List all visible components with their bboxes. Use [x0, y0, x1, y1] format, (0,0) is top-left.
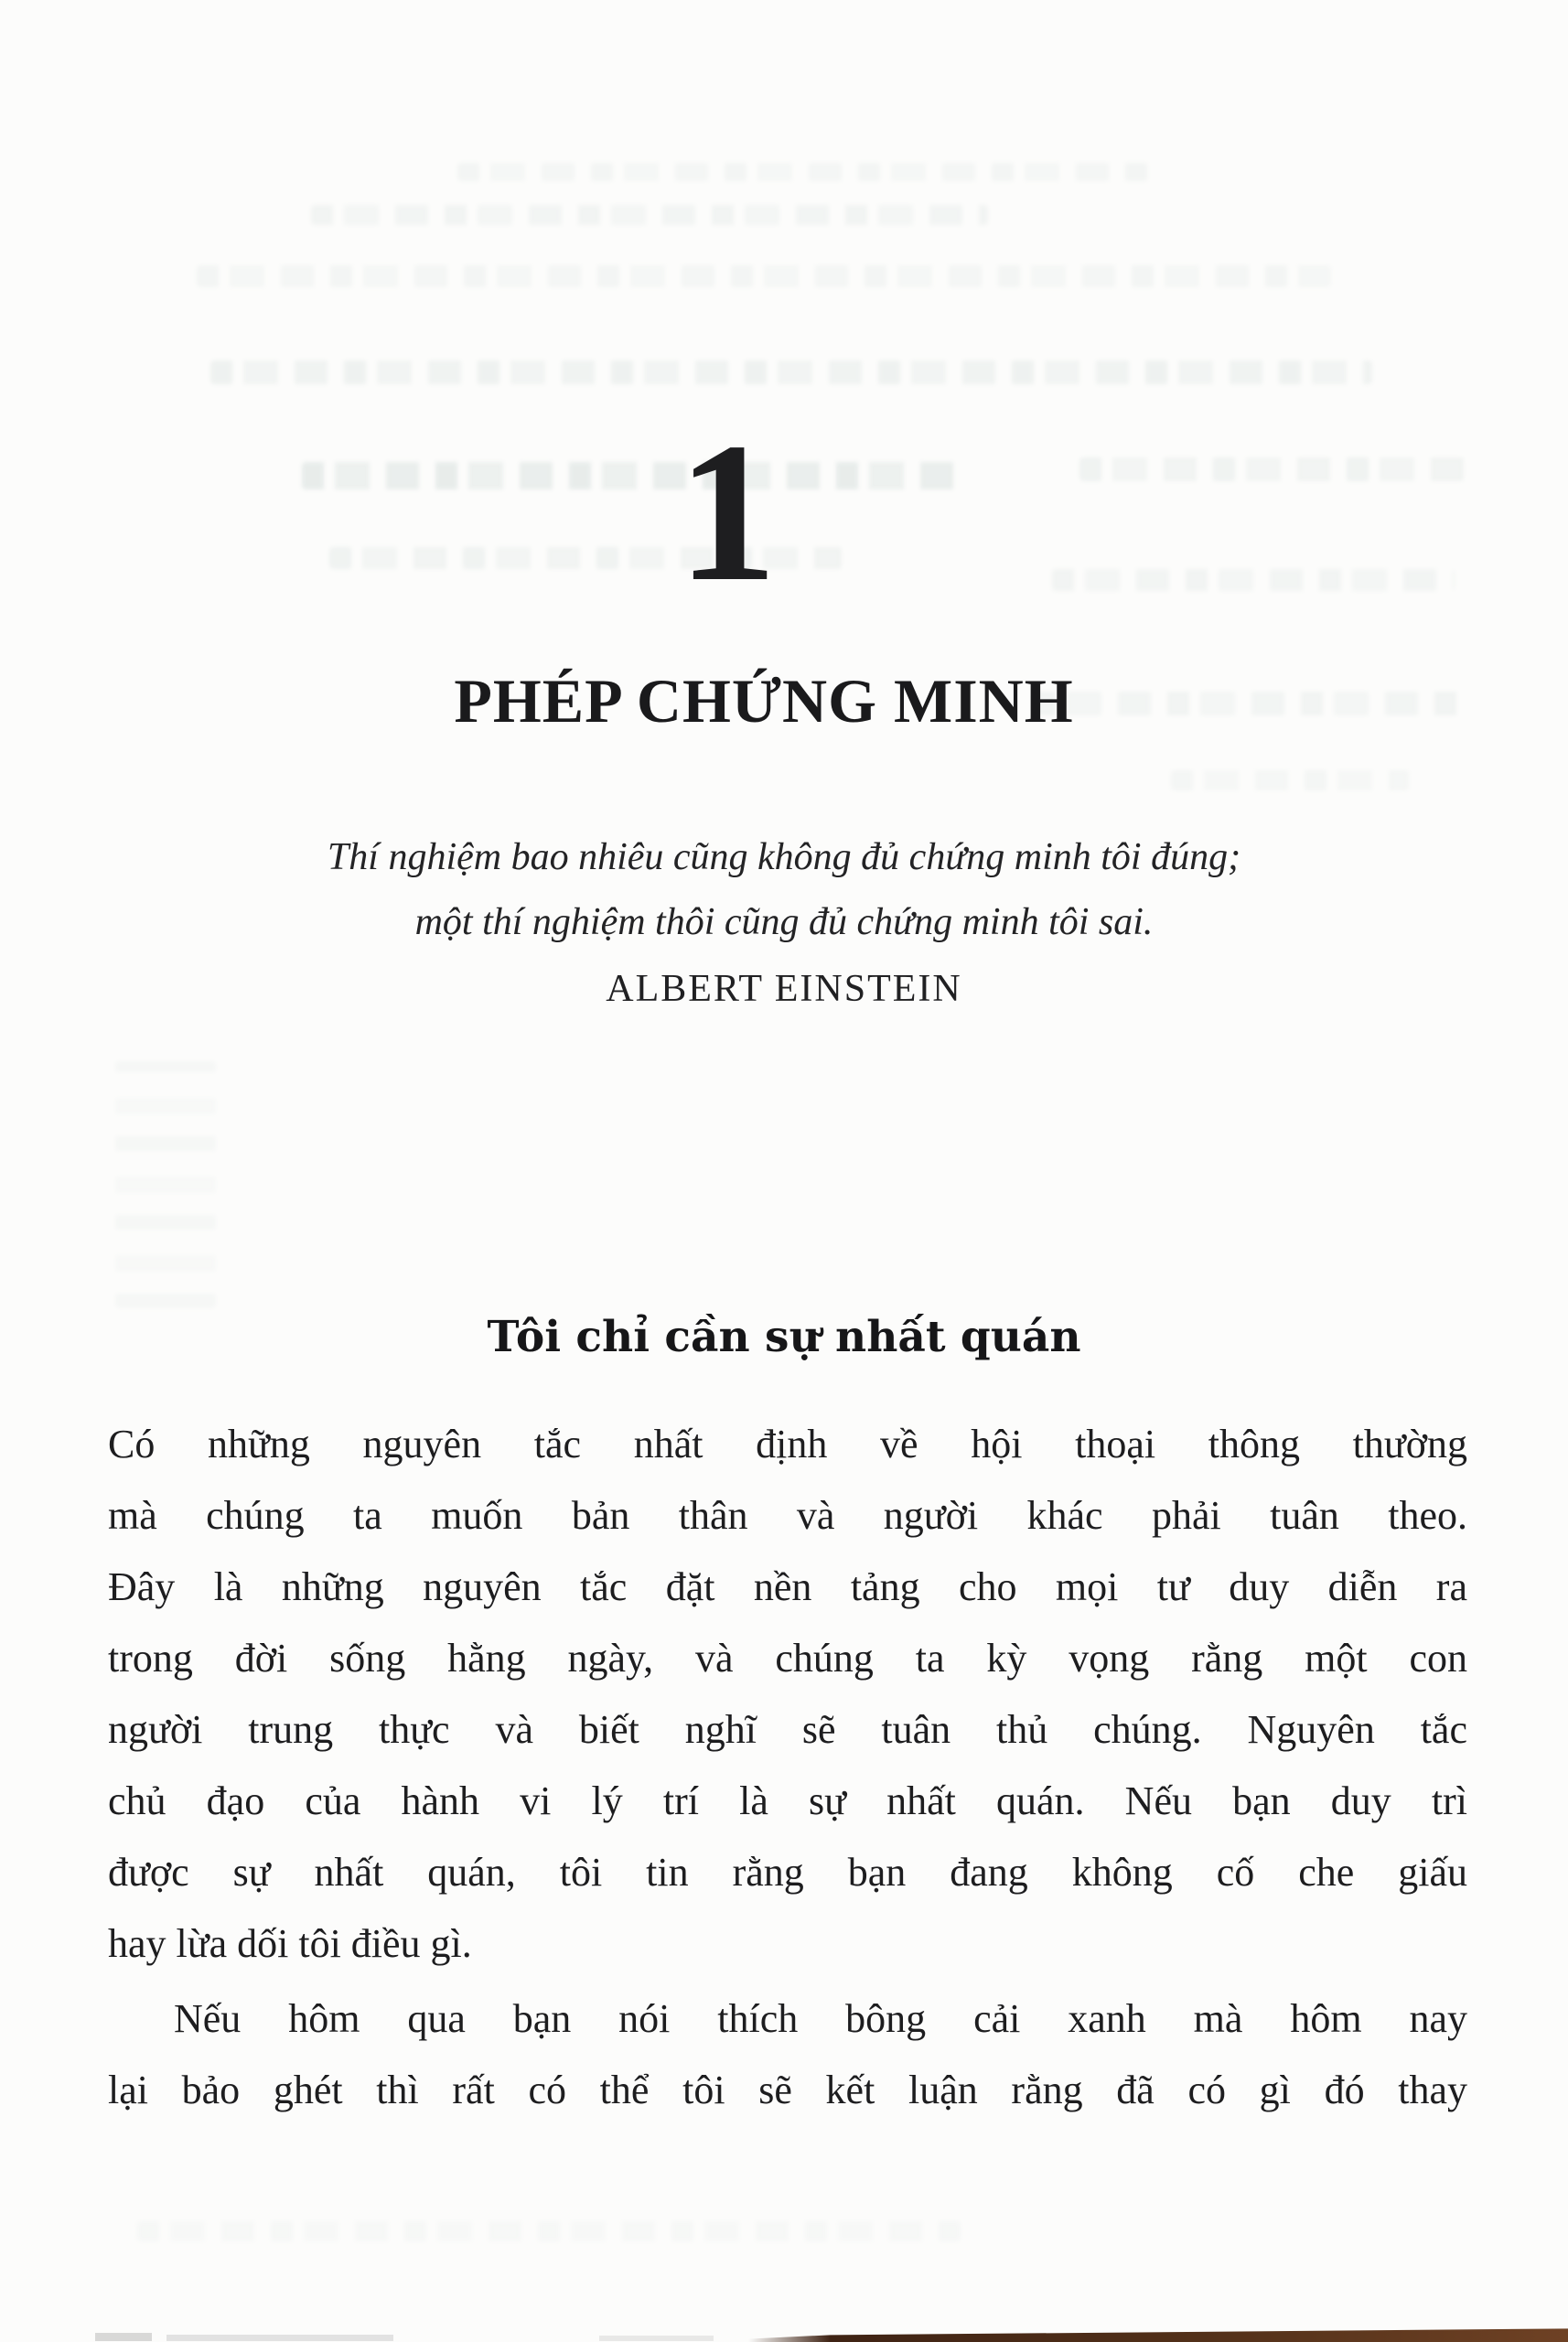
- paragraph1-line: người trung thực và biết nghĩ sẽ tuân thủ chúng. Nguyên tắc: [108, 1707, 1467, 1752]
- scan-edge-mark: [95, 2333, 152, 2341]
- paragraph1-line: chủ đạo của hành vi lý trí là sự nhất quán. Nếu bạn duy trì: [108, 1778, 1467, 1823]
- bleedthrough-artifact: [311, 205, 988, 225]
- epigraph: [0, 825, 1568, 1023]
- scan-edge-mark: [599, 2336, 714, 2341]
- scan-edge-mark: [166, 2335, 393, 2341]
- book-edge-strip: [748, 2326, 1568, 2342]
- paragraph1-line: hay lừa dối tôi điều gì.: [108, 1921, 472, 1966]
- body-text: [108, 1409, 1467, 2126]
- paragraph1-line: mà chúng ta muốn bản thân và người khác phải tuân theo.: [108, 1493, 1467, 1538]
- section-heading: Tôi chỉ cần sự nhất quán: [487, 1312, 1081, 1362]
- epigraph-attribution: ALBERT EINSTEIN: [606, 968, 962, 1010]
- paragraph1-line: Có những nguyên tắc nhất định về hội thoại thông thường: [108, 1422, 1467, 1466]
- epigraph-line-2: một thí nghiệm thôi cũng đủ chứng minh tôi sai.: [414, 901, 1154, 943]
- paragraph2-line: Nếu hôm qua bạn nói thích bông cải xanh mà hôm nay: [174, 1996, 1467, 2041]
- paragraph2-line: lại bảo ghét thì rất có thể tôi sẽ kết luận rằng đã có gì đó thay: [108, 2068, 1467, 2112]
- bleedthrough-artifact: [457, 163, 1153, 181]
- bleedthrough-artifact: [1171, 770, 1409, 790]
- epigraph-line-1: Thí nghiệm bao nhiêu cũng không đủ chứng minh tôi đúng;: [327, 836, 1241, 878]
- bleedthrough-artifact: [210, 360, 1372, 384]
- bleedthrough-artifact: [115, 1061, 216, 1308]
- bleedthrough-artifact: [197, 265, 1331, 287]
- paragraph1-line: được sự nhất quán, tôi tin rằng bạn đang không cố che giấu: [108, 1850, 1467, 1895]
- chapter-number: 1: [677, 403, 778, 623]
- paragraph1-line: Đây là những nguyên tắc đặt nền tảng cho mọi tư duy diễn ra: [108, 1564, 1467, 1609]
- paragraph1-line: trong đời sống hằng ngày, và chúng ta kỳ vọng rằng một con: [108, 1636, 1467, 1681]
- bleedthrough-artifact: [137, 2221, 961, 2241]
- chapter-title: PHÉP CHỨNG MINH: [454, 666, 1074, 736]
